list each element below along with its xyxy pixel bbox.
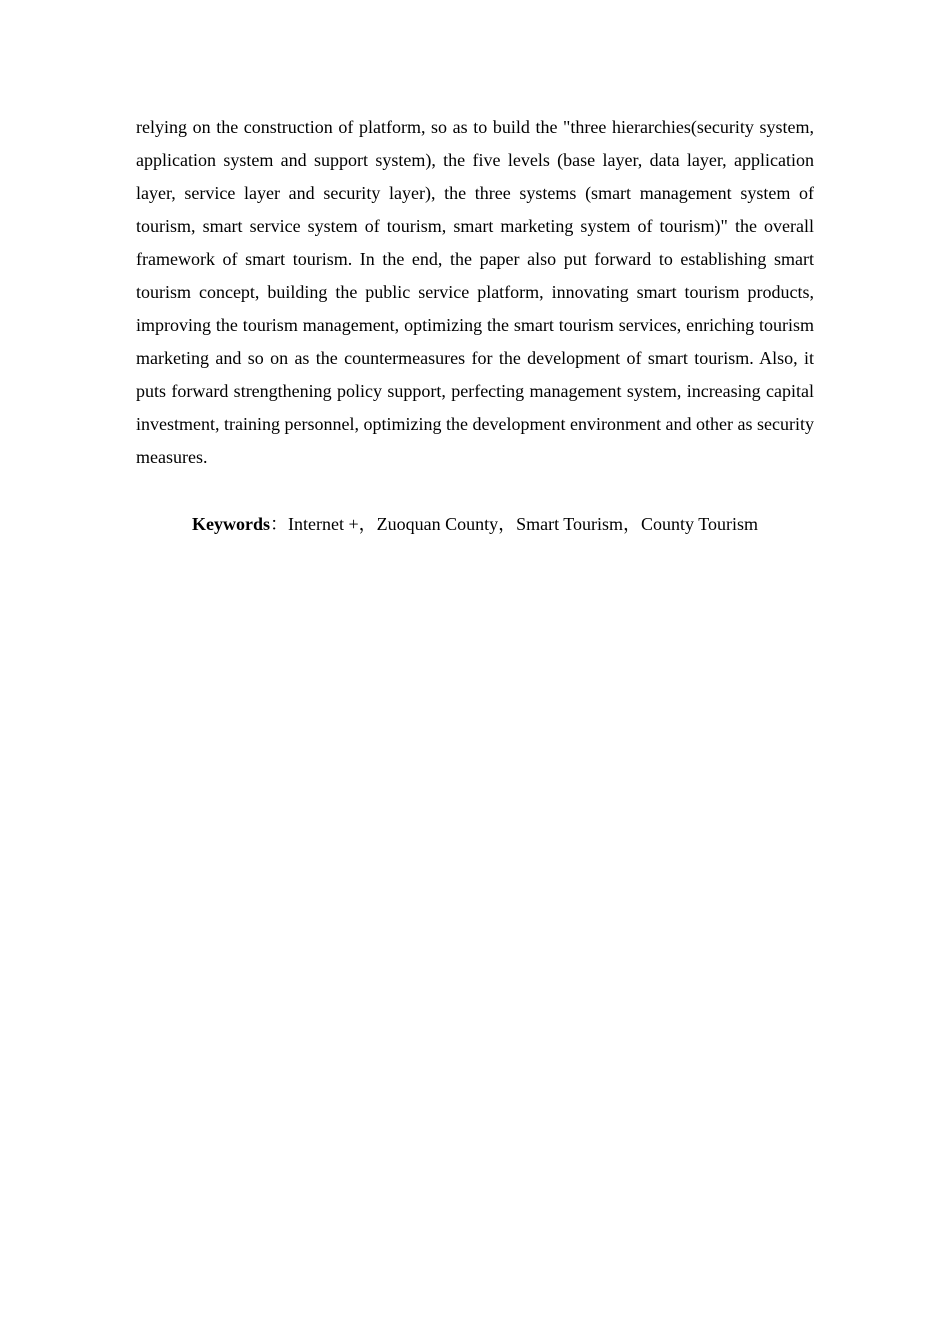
keywords-label: Keywords xyxy=(192,514,271,534)
keywords-value: Internet +，Zuoquan County，Smart Tourism，County Tourism xyxy=(288,514,758,534)
abstract-paragraph: relying on the construction of platform, so as to build the "three hierarchies(security system, application system and support system), the five levels (base layer, data layer, application layer, service layer and security layer), the three systems (smart management system of tourism, smart service system of tourism, smart marketing system of tourism)" the overall framework of smart tourism. In the end, the paper also put forward to establishing smart tourism concept, building the public service platform, innovating smart tourism products, improving the tourism management, optimizing the smart tourism services, enriching tourism marketing and so on as the countermeasures for the development of smart tourism. Also, it puts forward strengthening policy support, perfecting management system, increasing capital investment, training personnel, optimizing the development environment and other as security measures. xyxy=(136,117,814,467)
keywords-separator: ： xyxy=(270,514,289,534)
keywords-line xyxy=(0,509,950,539)
